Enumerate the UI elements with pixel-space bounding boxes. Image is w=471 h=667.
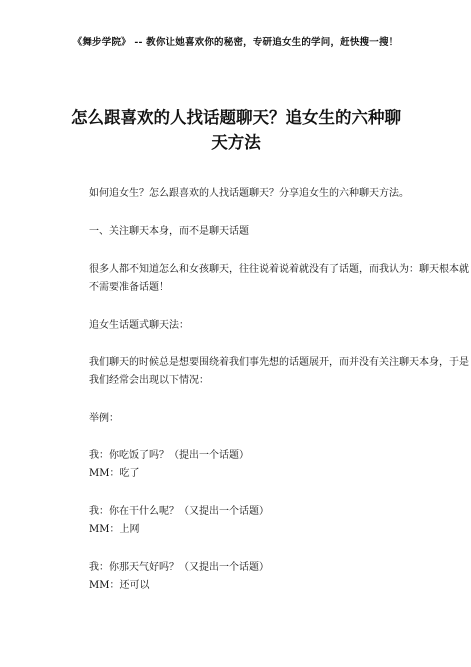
dialog-me-line: 我：你在干什么呢？（又提出一个话题） bbox=[89, 506, 269, 517]
subheading: 追女生话题式聊天法： bbox=[89, 320, 189, 331]
dialog-me-line: 我：你那天气好吗？（又提出一个话题） bbox=[89, 562, 269, 573]
paragraph-2-line-1: 我们聊天的时候总是想要围绕着我们事先想的话题展开，而并没有关注聊天本身，于是 bbox=[89, 357, 469, 368]
section-heading-1: 一、关注聊天本身，而不是聊天话题 bbox=[89, 226, 249, 237]
document-title-line-2: 天方法 bbox=[211, 133, 261, 152]
paragraph-1-line-1: 很多人都不知道怎么和女孩聊天，往往说着说着就没有了话题，而我认为：聊天根本就 bbox=[89, 264, 469, 275]
paragraph-1-line-2: 不需要准备话题！ bbox=[89, 282, 169, 293]
document-title-line-1: 怎么跟喜欢的人找话题聊天？追女生的六种聊 bbox=[71, 108, 401, 127]
dialog-mm-line: MM：上网 bbox=[89, 524, 140, 535]
example-label: 举例： bbox=[89, 413, 119, 424]
dialog-mm-line: MM：还可以 bbox=[89, 580, 150, 591]
running-header: 《舞步学院》 -- 教你让她喜欢你的秘密，专研追女生的学问，赶快搜一搜！ bbox=[72, 37, 399, 48]
dialog-mm-line: MM：吃了 bbox=[89, 468, 140, 479]
paragraph-2-line-2: 我们经常会出现以下情况： bbox=[89, 375, 209, 386]
dialog-me-line: 我：你吃饭了吗？（提出一个话题） bbox=[89, 450, 249, 461]
intro-paragraph: 如何追女生？怎么跟喜欢的人找话题聊天？分享追女生的六种聊天方法。 bbox=[89, 188, 409, 199]
